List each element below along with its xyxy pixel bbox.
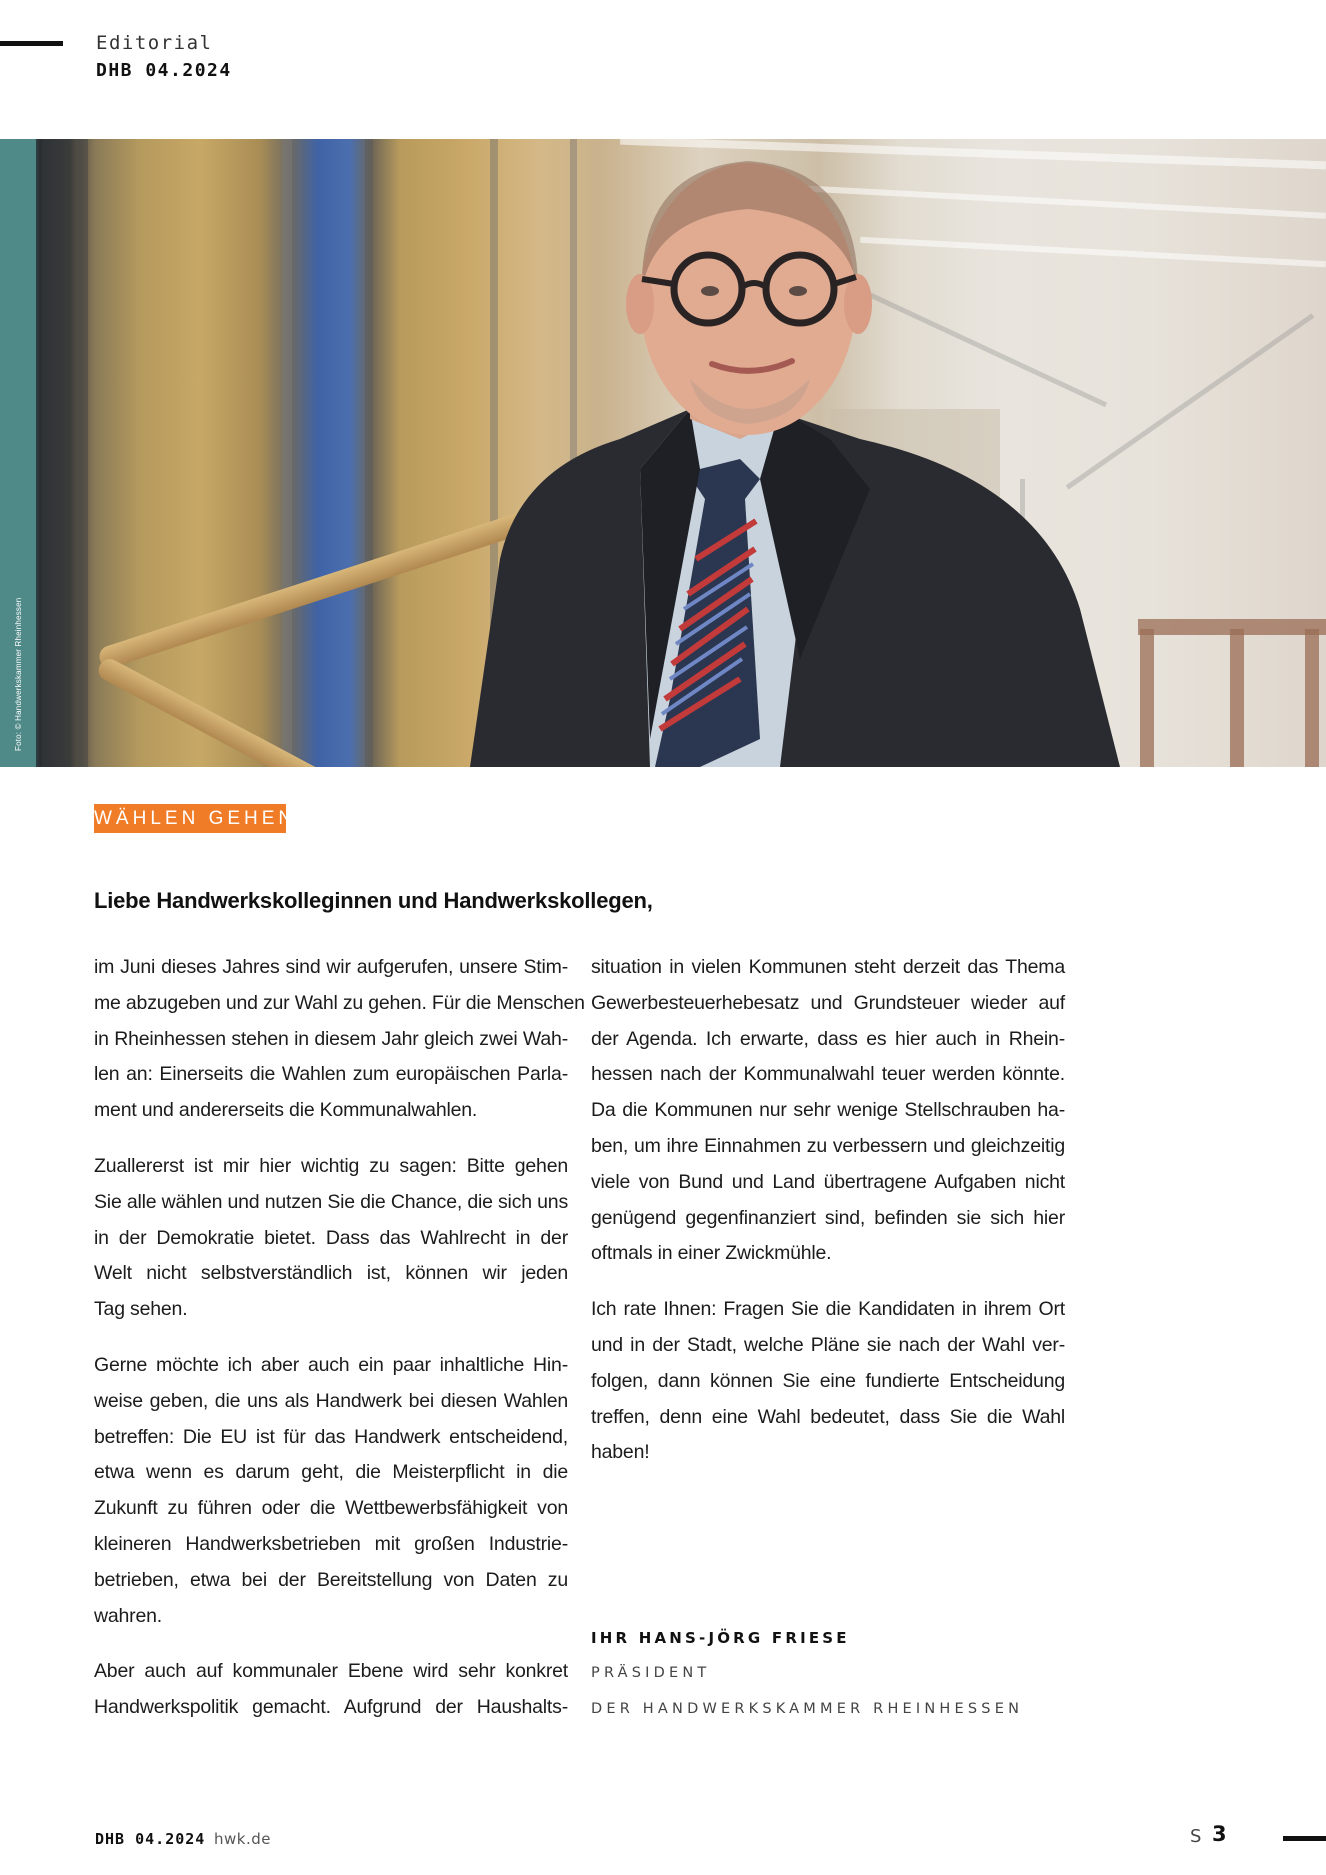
text-line: Gerne möchte ich aber auch ein paar inhaltliche Hin- [94,1353,568,1376]
signature-title: PRÄSIDENT [591,1665,711,1681]
text-line: ment und andererseits die Kommunalwahlen. [94,1099,478,1122]
body-column-1 [94,950,585,1746]
text-line: kleineren Handwerksbetrieben mit großen Industrie- [94,1532,568,1555]
text-line: betreffen: Die EU ist für das Handwerk entscheidend, [94,1425,568,1448]
text-line: Zukunft zu führen oder die Wettbewerbsfähigkeit von [94,1497,568,1520]
topic-tag: WÄHLEN GEHEN! [94,804,286,833]
person-figure [0,139,1326,767]
text-line: oftmals in einer Zwickmühle. [591,1242,832,1265]
portrait-photo [0,139,1326,767]
page-prefix: S [1190,1826,1202,1847]
footer-issue: DHB 04.2024 [95,1830,206,1848]
signature-organization: DER HANDWERKSKAMMER RHEINHESSEN [591,1701,1024,1717]
text-line: Aber auch auf kommunaler Ebene wird sehr konkret [94,1660,568,1683]
text-line: wahren. [94,1604,162,1627]
issue-label: DHB 04.2024 [96,60,232,81]
text-line: und in der Stadt, welche Pläne sie nach der Wahl ver- [591,1333,1065,1356]
text-line: Gewerbesteuerhebesatz und Grundsteuer wieder auf [591,991,1065,1014]
paragraph [94,1654,568,1726]
text-line: situation in vielen Kommunen steht derzeit das Thema [591,956,1065,978]
text-line: me abzugeben und zur Wahl zu gehen. Für die Menschen [94,991,585,1014]
text-line: hessen nach der Kommunalwahl teuer werden könnte. [591,1063,1065,1086]
text-line: Handwerkspolitik gemacht. Aufgrund der Haushalts- [94,1696,568,1719]
text-line: haben! [591,1441,650,1464]
paragraph [94,1149,568,1328]
text-line: betrieben, etwa bei der Bereitstellung von Daten zu [94,1568,568,1591]
text-line: ben, um ihre Einnahmen zu verbessern und gleichzeitig [591,1134,1065,1157]
text-line: folgen, dann können Sie eine fundierte Entscheidung [591,1369,1065,1392]
paragraph [591,1292,1065,1471]
text-line: der Agenda. Ich erwarte, dass es hier auch in Rhein- [591,1027,1065,1050]
text-line: Tag sehen. [94,1298,188,1321]
signature-name: IHR HANS-JÖRG FRIESE [591,1629,850,1647]
salutation: Liebe Handwerkskolleginnen und Handwerkskollegen, [94,888,653,913]
body-column-2 [591,950,1065,1491]
text-line: Zuallererst ist mir hier wichtig zu sagen: Bitte gehen [94,1154,568,1177]
header-rule [0,41,63,46]
text-line: weise geben, die uns als Handwerk bei diesen Wahlen [94,1389,568,1412]
text-line: in der Demokratie bietet. Dass das Wahlrecht in der [94,1226,568,1249]
text-line: viele von Bund und Land übertragene Aufgaben nicht [591,1170,1065,1193]
text-line: in Rheinhessen stehen in diesem Jahr gleich zwei Wah- [94,1027,568,1050]
page-number: 3 [1212,1822,1227,1846]
footer-website-link[interactable]: hwk.de [214,1830,271,1848]
text-line: treffen, denn eine Wahl bedeutet, dass Sie die Wahl [591,1405,1065,1428]
paragraph [94,1348,568,1634]
text-line: Sie alle wählen und nutzen Sie die Chance, die sich uns [94,1190,568,1213]
section-label: Editorial [96,32,213,54]
text-line: len an: Einerseits die Wahlen zum europäischen Parla- [94,1063,568,1086]
text-line: Welt nicht selbstverständlich ist, können wir jeden [94,1262,568,1285]
paragraph [591,950,1065,1272]
footer-rule [1283,1836,1326,1841]
text-line: Ich rate Ihnen: Fragen Sie die Kandidaten in ihrem Ort [591,1298,1065,1321]
text-line: Da die Kommunen nur sehr wenige Stellschrauben ha- [591,1099,1065,1122]
paragraph [94,950,585,1129]
text-line: im Juni dieses Jahres sind wir aufgerufen, unsere Stim- [94,956,568,978]
text-line: etwa wenn es darum geht, die Meisterpflicht in die [94,1461,568,1484]
photo-credit: Foto: © Handwerkskammer Rheinhessen [14,597,23,751]
text-line: genügend gegenfinanziert sind, befinden sie sich hier [591,1206,1065,1229]
